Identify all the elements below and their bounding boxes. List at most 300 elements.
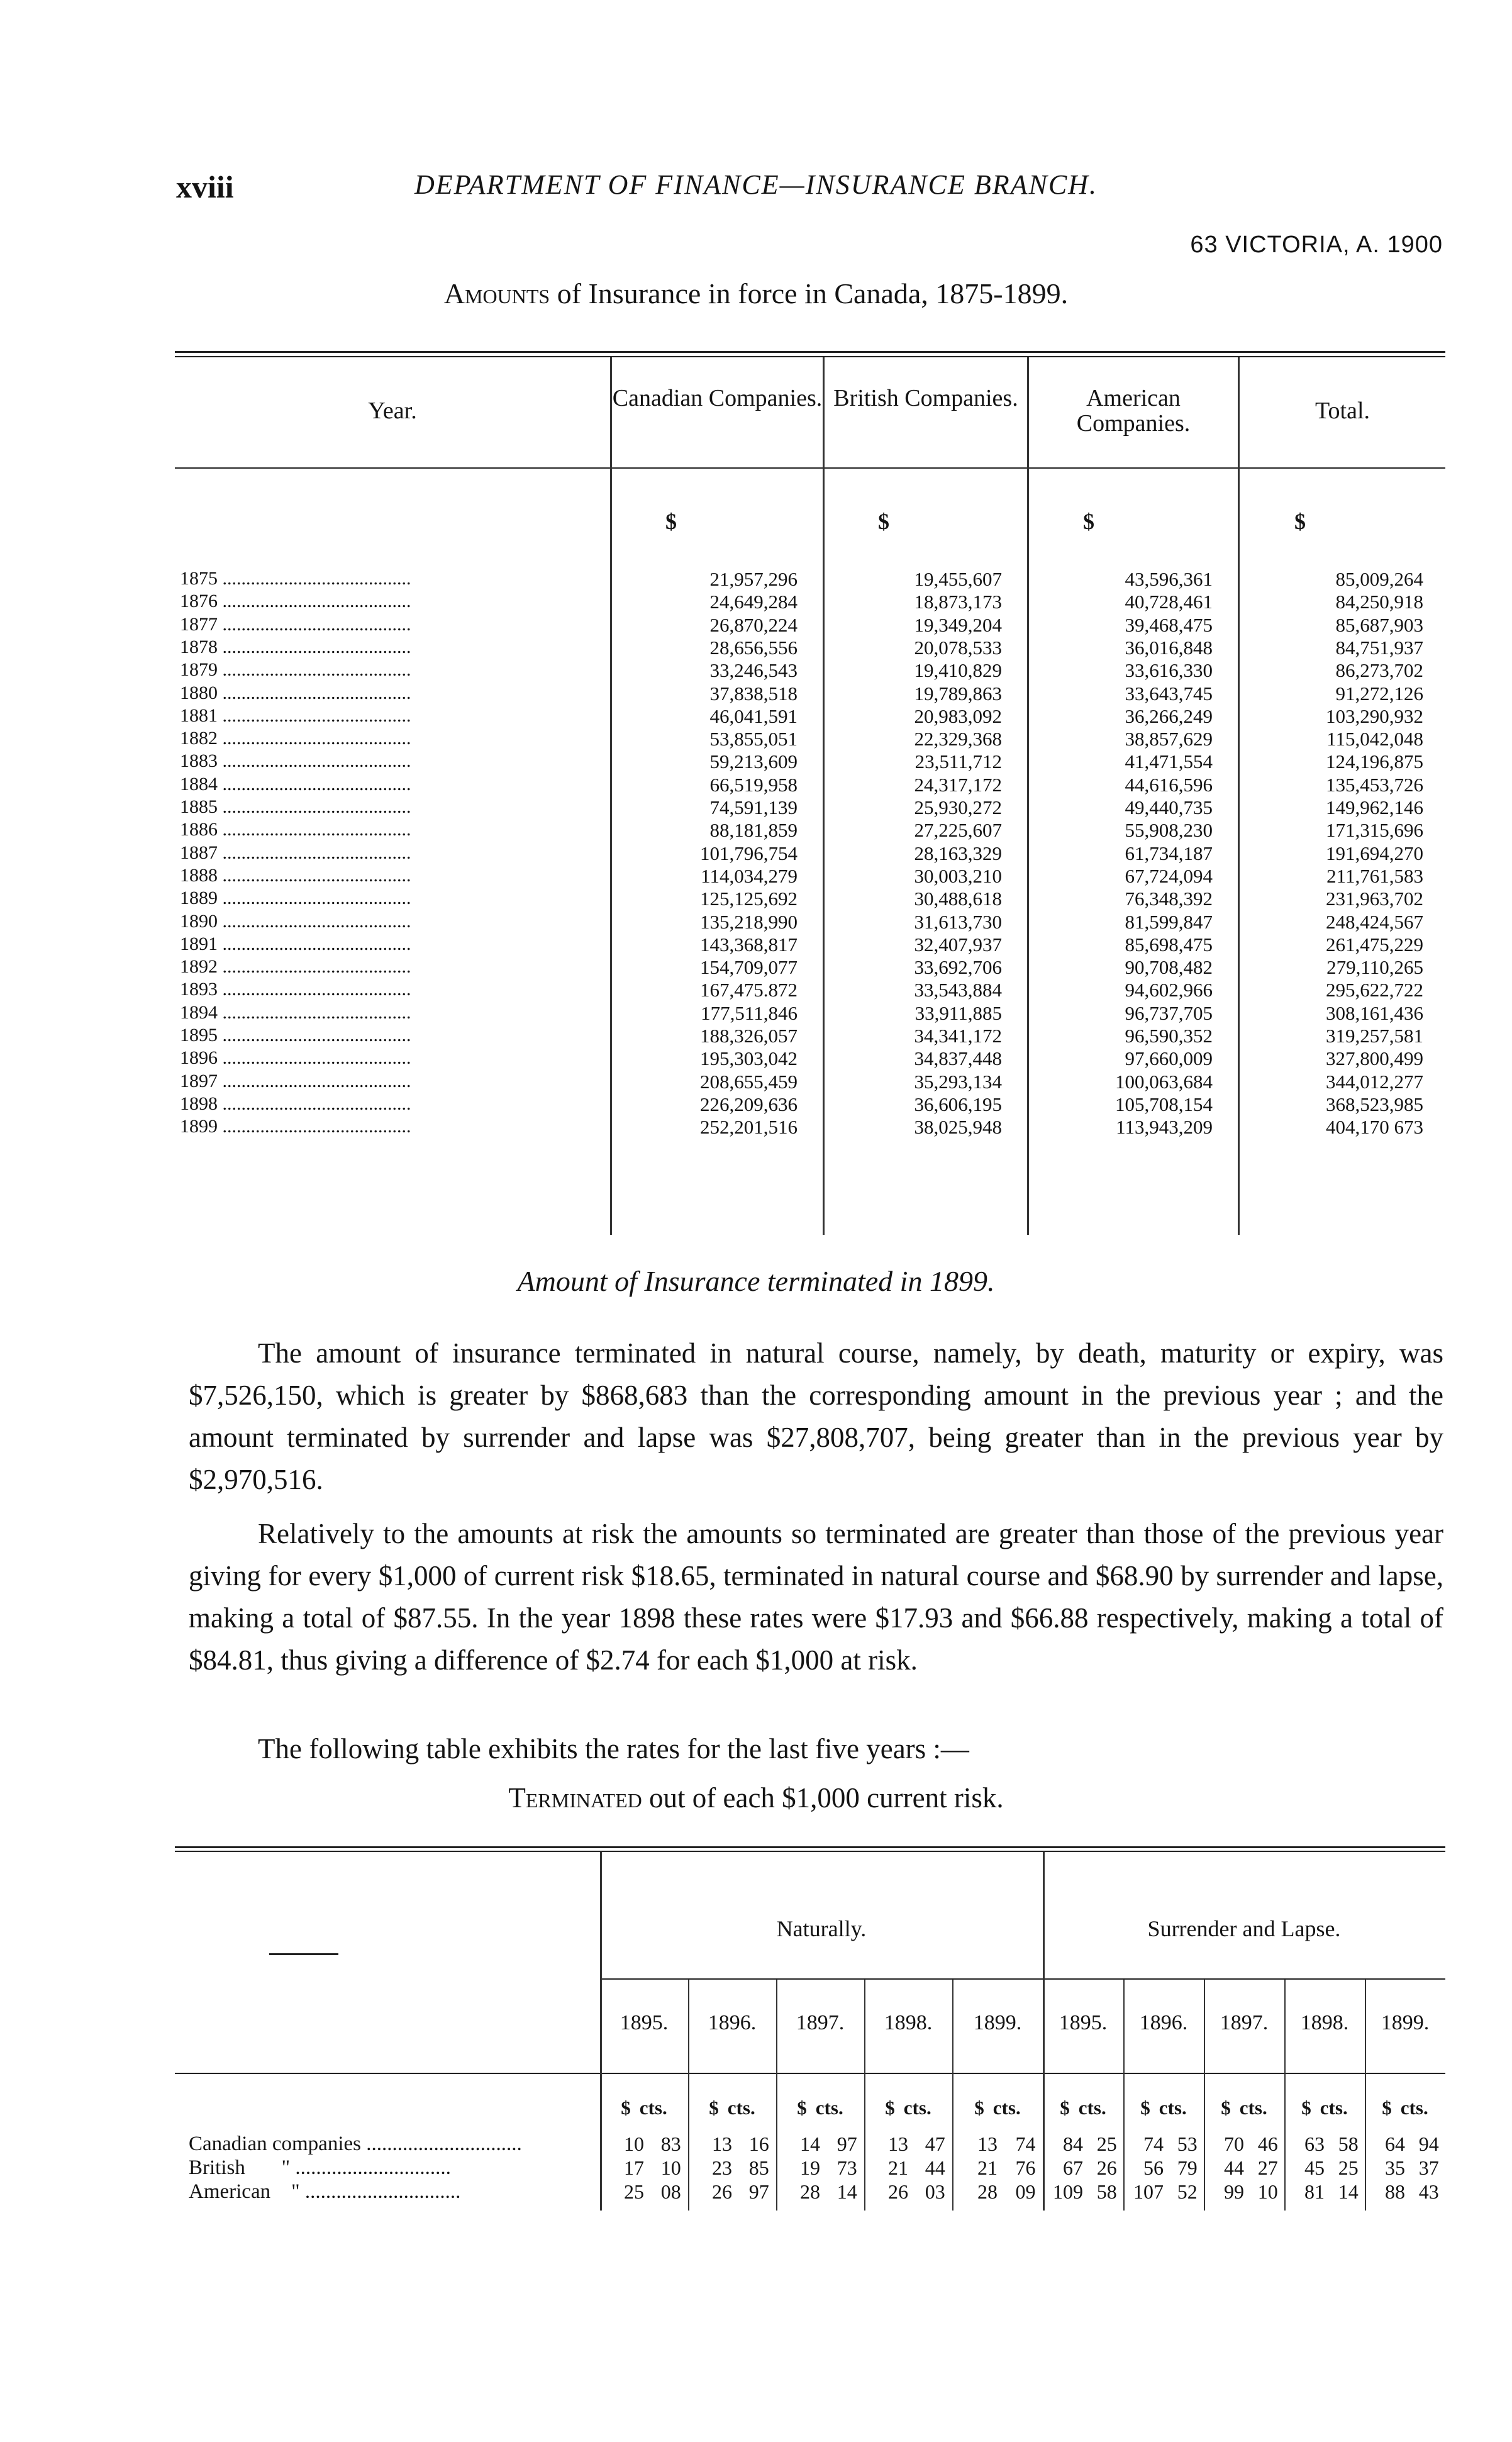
- year-text: 1891: [180, 933, 218, 954]
- value-canadian: 88,181,859: [709, 819, 798, 842]
- table-row: [175, 956, 1445, 979]
- dollars-value: 56: [1143, 2156, 1164, 2179]
- cents-value: 10: [660, 2156, 681, 2179]
- unit-dollar: $: [797, 2097, 807, 2119]
- unit-dollar: $: [878, 509, 889, 534]
- dot-leader: ........................................: [218, 682, 411, 703]
- unit-cents: cts.: [1239, 2097, 1267, 2119]
- dot-leader: ........................................: [218, 636, 411, 657]
- cents-value: 37: [1418, 2156, 1439, 2179]
- cents-value: 52: [1177, 2180, 1198, 2203]
- row-label: [189, 2156, 598, 2180]
- year-text: 1899: [180, 1116, 218, 1137]
- table-row: [175, 659, 1445, 682]
- cents-value: 46: [1257, 2133, 1278, 2155]
- unit-label: [952, 2097, 1043, 2119]
- dollars-value: 13: [888, 2133, 908, 2155]
- cents-value: 14: [837, 2180, 857, 2203]
- value-american: 55,908,230: [1125, 819, 1213, 842]
- year-text: 1890: [180, 910, 218, 932]
- group-header-surrender: Surrender and Lapse.: [1147, 1916, 1341, 1941]
- unit-label: [600, 2097, 688, 2119]
- unit-dollar: $: [885, 2097, 895, 2119]
- value-total: 248,424,567: [1326, 910, 1423, 933]
- dot-leader: ........................................: [218, 888, 411, 909]
- year-header: 1897.: [1220, 2011, 1269, 2034]
- value-american: 44,616,596: [1125, 773, 1213, 796]
- running-title: DEPARTMENT OF FINANCE—INSURANCE BRANCH.: [414, 169, 1098, 200]
- column-header-canadian: Canadian Companies.: [612, 385, 823, 411]
- cents-value: 08: [660, 2180, 681, 2203]
- value-british: 27,225,607: [914, 819, 1002, 842]
- value-canadian: 28,656,556: [709, 636, 798, 659]
- cents-value: 74: [1015, 2133, 1036, 2155]
- value-american: 81,599,847: [1125, 910, 1213, 933]
- year-text: 1886: [180, 819, 218, 840]
- year-header: 1899.: [973, 2011, 1022, 2034]
- year-label: [180, 842, 608, 864]
- table-row: [175, 1093, 1445, 1116]
- year-label: [180, 659, 608, 681]
- unit-label: [1123, 2097, 1204, 2119]
- value-british: 20,983,092: [914, 705, 1002, 727]
- terminated-heading: Amount of Insurance terminated in 1899.: [517, 1265, 995, 1297]
- column-header-year: Year.: [368, 398, 417, 424]
- dot-leader: ........................................: [218, 842, 411, 863]
- year-text: 1879: [180, 659, 218, 681]
- row-label-text: American ": [189, 2180, 300, 2203]
- value-total: 124,196,875: [1326, 750, 1423, 773]
- dollars-value: 107: [1133, 2180, 1164, 2203]
- dollars-value: 64: [1385, 2133, 1405, 2155]
- dollars-value: 23: [712, 2156, 732, 2179]
- value-american: 61,734,187: [1125, 842, 1213, 864]
- unit-dollar: $: [1060, 2097, 1070, 2119]
- dot-leader: ........................................: [218, 979, 411, 1000]
- amounts-table-title: [0, 277, 1512, 310]
- dot-leader: ........................................: [218, 613, 411, 635]
- year-label: [180, 979, 608, 1000]
- table-row: [175, 774, 1445, 796]
- paragraph-rates-comparison: Relatively to the amounts at risk the amounts so terminated are greater than those of the previous year giving for every $1,000 of current risk $18.65, terminated in natural course and $68.90 by surrender and lapse, making a total of $87.55. In the year 1898 these rates were $17.93 and $66.88 respectively, making a total of $84.81, thus giving a difference of $2.74 for each $1,000 at risk.: [189, 1518, 1443, 1676]
- value-british: 31,613,730: [914, 910, 1002, 933]
- value-canadian: 26,870,224: [709, 613, 798, 636]
- value-american: 67,724,094: [1125, 864, 1213, 887]
- cents-value: 85: [748, 2156, 769, 2179]
- value-canadian: 66,519,958: [709, 773, 798, 796]
- year-label: [180, 591, 608, 612]
- value-total: 295,622,722: [1326, 979, 1423, 1001]
- unit-dollar: $: [1221, 2097, 1231, 2119]
- dot-leader: ........................................: [218, 1093, 411, 1114]
- value-total: 344,012,277: [1326, 1070, 1423, 1093]
- cents-value: 03: [925, 2180, 945, 2203]
- value-total: 231,963,702: [1326, 888, 1423, 910]
- value-british: 32,407,937: [914, 933, 1002, 956]
- value-canadian: 195,303,042: [700, 1047, 798, 1070]
- table-row: [175, 750, 1445, 773]
- column-header-total: Total.: [1315, 398, 1370, 424]
- year-text: 1898: [180, 1093, 218, 1114]
- dot-leader: ........................................: [218, 705, 411, 726]
- paragraph-terminated-natural: The amount of insurance terminated in natural course, namely, by death, maturity or expiry, was $7,526,150, which is greater by $868,683 than the corresponding amount in the previous year ; and the amount terminated by surrender and lapse was $27,808,707, being greater than in the previous year by $2,970,516.: [189, 1337, 1443, 1495]
- value-canadian: 252,201,516: [700, 1116, 798, 1139]
- dot-leader: ........................................: [218, 1001, 411, 1023]
- dot-leader: ........................................: [218, 819, 411, 840]
- year-label: [180, 1093, 608, 1115]
- dot-leader: ..............................: [361, 2133, 522, 2155]
- value-total: 319,257,581: [1326, 1025, 1423, 1047]
- dollars-value: 81: [1304, 2180, 1325, 2203]
- value-total: 86,273,702: [1335, 659, 1423, 682]
- table-row: [175, 568, 1445, 591]
- value-canadian: 143,368,817: [700, 933, 798, 956]
- unit-dollar: $: [1083, 509, 1094, 534]
- unit-cents: cts.: [1159, 2097, 1187, 2119]
- value-total: 171,315,696: [1326, 819, 1423, 842]
- year-text: 1897: [180, 1070, 218, 1091]
- cents-value: 58: [1096, 2180, 1117, 2203]
- value-american: 85,698,475: [1125, 933, 1213, 956]
- dot-leader: ..............................: [299, 2180, 461, 2203]
- column-header-american: American Companies.: [1076, 385, 1191, 437]
- value-canadian: 53,855,051: [709, 728, 798, 750]
- rates-table: [175, 1846, 1445, 2236]
- year-label: [180, 568, 608, 589]
- value-canadian: 59,213,609: [709, 750, 798, 773]
- value-american: 113,943,209: [1116, 1116, 1213, 1139]
- value-total: 149,962,146: [1326, 796, 1423, 818]
- value-british: 33,543,884: [914, 979, 1002, 1001]
- table-row: [175, 614, 1445, 637]
- year-header: 1896.: [708, 2011, 757, 2034]
- cents-value: 94: [1418, 2133, 1439, 2155]
- year-label: [180, 1025, 608, 1046]
- year-label: [180, 1116, 608, 1137]
- table-row: [175, 934, 1445, 956]
- dollars-value: 63: [1304, 2133, 1325, 2155]
- value-british: 23,511,712: [914, 750, 1002, 773]
- value-total: 279,110,265: [1326, 956, 1423, 979]
- unit-cents: cts.: [815, 2097, 843, 2119]
- unit-cents: cts.: [1320, 2097, 1348, 2119]
- year-label: [180, 1071, 608, 1092]
- dollars-value: 26: [712, 2180, 732, 2203]
- value-british: 24,317,172: [914, 773, 1002, 796]
- value-canadian: 74,591,139: [709, 796, 798, 818]
- value-canadian: 226,209,636: [700, 1093, 798, 1115]
- year-text: 1876: [180, 591, 218, 612]
- year-text: 1892: [180, 956, 218, 978]
- value-american: 36,266,249: [1125, 705, 1213, 727]
- value-total: 103,290,932: [1326, 705, 1423, 727]
- row-label-text: Canadian companies: [189, 2133, 361, 2155]
- year-text: 1884: [180, 773, 218, 794]
- amounts-title-lead: Amounts: [443, 277, 550, 309]
- dollars-value: 26: [888, 2180, 908, 2203]
- rates-table-title: [0, 1781, 1512, 1814]
- value-british: 25,930,272: [914, 796, 1002, 818]
- dollars-value: 109: [1053, 2180, 1083, 2203]
- year-label: [180, 934, 608, 955]
- cents-value: 09: [1015, 2180, 1036, 2203]
- cents-value: 14: [1338, 2180, 1359, 2203]
- value-canadian: 177,511,846: [701, 1001, 798, 1024]
- dollars-value: 88: [1385, 2180, 1405, 2203]
- value-american: 36,016,848: [1125, 636, 1213, 659]
- dollars-value: 25: [624, 2180, 644, 2203]
- dot-leader: ........................................: [218, 568, 411, 589]
- value-british: 36,606,195: [914, 1093, 1002, 1115]
- year-text: 1895: [180, 1025, 218, 1045]
- unit-label: [864, 2097, 952, 2119]
- table-row: [175, 979, 1445, 1001]
- year-label: [180, 1002, 608, 1023]
- table-row: [175, 888, 1445, 910]
- dot-leader: ........................................: [218, 1047, 411, 1069]
- dollars-value: 17: [624, 2156, 644, 2179]
- dollars-value: 44: [1224, 2156, 1244, 2179]
- value-american: 90,708,482: [1125, 956, 1213, 979]
- year-label: [180, 614, 608, 635]
- value-canadian: 114,034,279: [701, 864, 798, 887]
- year-text: 1880: [180, 682, 218, 703]
- value-british: 35,293,134: [914, 1070, 1002, 1093]
- value-american: 38,857,629: [1125, 728, 1213, 750]
- cents-value: 73: [837, 2156, 857, 2179]
- year-label: [180, 865, 608, 886]
- column-header-british: British Companies.: [833, 385, 1018, 411]
- cents-value: 26: [1096, 2156, 1117, 2179]
- unit-dollar: $: [1140, 2097, 1150, 2119]
- value-american: 39,468,475: [1125, 613, 1213, 636]
- value-total: 135,453,726: [1326, 773, 1423, 796]
- value-total: 308,161,436: [1326, 1001, 1423, 1024]
- value-canadian: 24,649,284: [709, 591, 798, 613]
- dot-leader: ........................................: [218, 659, 411, 681]
- dollars-value: 14: [800, 2133, 820, 2155]
- value-british: 19,455,607: [914, 568, 1002, 590]
- unit-dollar: $: [709, 2097, 719, 2119]
- value-american: 40,728,461: [1125, 591, 1213, 613]
- year-label: [180, 774, 608, 795]
- value-canadian: 46,041,591: [709, 705, 798, 727]
- year-text: 1882: [180, 728, 218, 749]
- dollars-value: 28: [800, 2180, 820, 2203]
- unit-label: [1365, 2097, 1445, 2119]
- table-row: [175, 683, 1445, 705]
- value-british: 20,078,533: [914, 636, 1002, 659]
- value-american: 97,660,009: [1125, 1047, 1213, 1070]
- rates-title-rest: out of each $1,000 current risk.: [649, 1782, 1004, 1814]
- table-row: [175, 591, 1445, 613]
- value-british: 18,873,173: [914, 591, 1002, 613]
- value-canadian: 21,957,296: [709, 568, 798, 590]
- unit-cents: cts.: [992, 2097, 1021, 2119]
- unit-label: [776, 2097, 864, 2119]
- cents-value: 27: [1257, 2156, 1278, 2179]
- year-header: 1898.: [1300, 2011, 1349, 2034]
- table-row: [175, 1047, 1445, 1070]
- year-text: 1878: [180, 636, 218, 657]
- dot-leader: ........................................: [218, 910, 411, 932]
- value-british: 33,911,885: [914, 1001, 1002, 1024]
- cents-value: 97: [748, 2180, 769, 2203]
- year-text: 1877: [180, 613, 218, 635]
- value-canadian: 125,125,692: [700, 888, 798, 910]
- value-british: 30,488,618: [914, 888, 1002, 910]
- dot-leader: ..............................: [290, 2156, 451, 2179]
- value-total: 211,761,583: [1326, 864, 1423, 887]
- value-canadian: 167,475.872: [700, 979, 798, 1001]
- table-row: [175, 728, 1445, 750]
- unit-label: [1204, 2097, 1284, 2119]
- value-british: 34,341,172: [914, 1025, 1002, 1047]
- cents-value: 97: [837, 2133, 857, 2155]
- year-label: [180, 1047, 608, 1069]
- cents-value: 76: [1015, 2156, 1036, 2179]
- dot-leader: ........................................: [218, 750, 411, 772]
- year-header: 1898.: [884, 2011, 933, 2034]
- dot-leader: ........................................: [218, 1116, 411, 1137]
- value-total: 261,475,229: [1326, 933, 1423, 956]
- table-row: [175, 1002, 1445, 1025]
- dot-leader: ........................................: [218, 933, 411, 954]
- year-header: 1899.: [1381, 2011, 1430, 2034]
- year-text: 1889: [180, 888, 218, 909]
- cents-value: 44: [925, 2156, 945, 2179]
- year-header: 1896.: [1139, 2011, 1188, 2034]
- unit-dollar: $: [665, 509, 677, 534]
- value-british: 38,025,948: [914, 1116, 1002, 1139]
- year-label: [180, 819, 608, 840]
- dollars-value: 19: [800, 2156, 820, 2179]
- year-text: 1893: [180, 979, 218, 1000]
- year-label: [180, 750, 608, 772]
- dot-leader: ........................................: [218, 728, 411, 749]
- table-row: [175, 842, 1445, 865]
- year-text: 1885: [180, 796, 218, 817]
- value-american: 105,708,154: [1115, 1093, 1213, 1115]
- row-label: [189, 2133, 598, 2156]
- year-text: 1887: [180, 842, 218, 863]
- dollars-value: 21: [977, 2156, 998, 2179]
- dot-leader: ........................................: [218, 1025, 411, 1045]
- unit-label: [688, 2097, 776, 2119]
- dollars-value: 45: [1304, 2156, 1325, 2179]
- year-label: [180, 637, 608, 658]
- value-canadian: 154,709,077: [700, 956, 798, 979]
- unit-dollar: $: [1294, 509, 1306, 534]
- table-row: [175, 1071, 1445, 1093]
- value-canadian: 33,246,543: [709, 659, 798, 682]
- table-row: [175, 705, 1445, 728]
- cents-value: 47: [925, 2133, 945, 2155]
- group-header-naturally: Naturally.: [776, 1916, 867, 1941]
- value-british: 34,837,448: [914, 1047, 1002, 1070]
- dot-leader: ........................................: [218, 864, 411, 886]
- dollars-value: 67: [1063, 2156, 1083, 2179]
- amounts-title-rest: of Insurance in force in Canada, 1875-1899.: [557, 277, 1069, 309]
- year-text: 1894: [180, 1001, 218, 1023]
- value-american: 96,590,352: [1125, 1025, 1213, 1047]
- dot-leader: ........................................: [218, 591, 411, 612]
- value-american: 33,643,745: [1125, 682, 1213, 705]
- value-american: 76,348,392: [1125, 888, 1213, 910]
- value-british: 33,692,706: [914, 956, 1002, 979]
- unit-cents: cts.: [639, 2097, 667, 2119]
- value-american: 96,737,705: [1125, 1001, 1213, 1024]
- table-row: [175, 1116, 1445, 1139]
- year-text: 1888: [180, 864, 218, 886]
- value-total: 84,250,918: [1335, 591, 1423, 613]
- cents-value: 79: [1177, 2156, 1198, 2179]
- value-canadian: 101,796,754: [700, 842, 798, 864]
- value-total: 84,751,937: [1335, 636, 1423, 659]
- year-text: 1896: [180, 1047, 218, 1069]
- year-label: [180, 705, 608, 727]
- table-row: [175, 819, 1445, 842]
- dot-leader: ........................................: [218, 796, 411, 817]
- value-american: 43,596,361: [1125, 568, 1213, 590]
- amounts-table: [175, 351, 1445, 1263]
- year-label: [180, 728, 608, 749]
- unit-cents: cts.: [1078, 2097, 1106, 2119]
- table-row: [175, 911, 1445, 934]
- value-british: 19,410,829: [914, 659, 1002, 682]
- paragraph-table-intro: The following table exhibits the rates for the last five years :—: [258, 1733, 969, 1765]
- cents-value: 25: [1096, 2133, 1117, 2155]
- value-american: 100,063,684: [1115, 1070, 1213, 1093]
- value-total: 85,687,903: [1335, 613, 1423, 636]
- dot-leader: ........................................: [218, 956, 411, 978]
- dollars-value: 74: [1143, 2133, 1164, 2155]
- value-total: 327,800,499: [1326, 1047, 1423, 1070]
- value-american: 49,440,735: [1125, 796, 1213, 818]
- dollars-value: 35: [1385, 2156, 1405, 2179]
- dollars-value: 21: [888, 2156, 908, 2179]
- year-label: [180, 796, 608, 818]
- unit-label: [1284, 2097, 1365, 2119]
- dollars-value: 70: [1224, 2133, 1244, 2155]
- year-label: [180, 911, 608, 932]
- year-header: 1897.: [796, 2011, 845, 2034]
- unit-cents: cts.: [903, 2097, 931, 2119]
- cents-value: 16: [748, 2133, 769, 2155]
- dollars-value: 28: [977, 2180, 998, 2203]
- unit-dollar: $: [621, 2097, 631, 2119]
- value-british: 19,789,863: [914, 682, 1002, 705]
- row-label-text: British ": [189, 2156, 291, 2179]
- session-label: 63 VICTORIA, A. 1900: [1190, 231, 1443, 258]
- year-text: 1881: [180, 705, 218, 726]
- unit-dollar: $: [974, 2097, 984, 2119]
- value-british: 19,349,204: [914, 613, 1002, 636]
- value-total: 191,694,270: [1326, 842, 1423, 864]
- value-british: 22,329,368: [914, 728, 1002, 750]
- table-row: [175, 796, 1445, 819]
- value-canadian: 208,655,459: [700, 1070, 798, 1093]
- cents-value: 83: [660, 2133, 681, 2155]
- value-total: 115,042,048: [1326, 728, 1423, 750]
- dot-leader: ........................................: [218, 1070, 411, 1091]
- value-canadian: 188,326,057: [700, 1025, 798, 1047]
- unit-dollar: $: [1382, 2097, 1392, 2119]
- unit-cents: cts.: [727, 2097, 755, 2119]
- rates-title-lead: Terminated: [508, 1782, 642, 1814]
- cents-value: 10: [1257, 2180, 1278, 2203]
- dollars-value: 84: [1063, 2133, 1083, 2155]
